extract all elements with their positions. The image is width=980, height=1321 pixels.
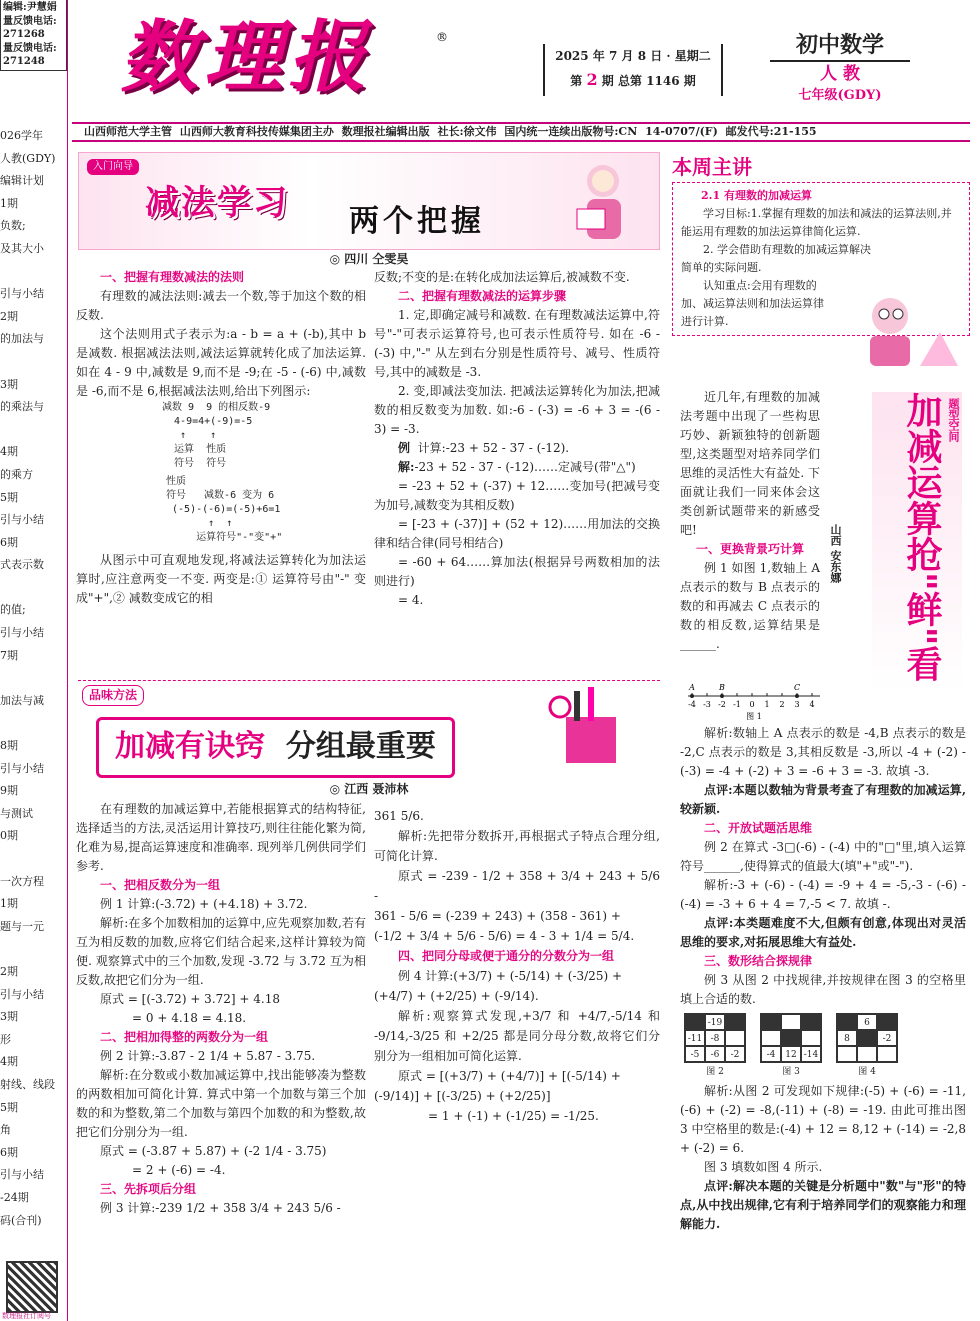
axis-tick-label: -4 [688,700,696,709]
comment: 点评:解决本题的关键是分析题中"数"与"形"的特点,从中找出规律,它有利于培养同学们的观察能力和理解能力. [680,1179,966,1231]
weekly-goal: 学习目标:1.掌握有理数的加法和减法的运算法则,并能运用有理数的加法运算律简化运算. [681,207,952,238]
plan-item [0,580,68,603]
article2-title2: 分组最重要 [285,729,436,764]
grid-cell: -8 [705,1030,725,1046]
solution-step: = [-23 + (-37)] + (52 + 12)……用加法的交换律和结合律(同号相结合) [374,517,660,550]
plan-item: 人教(GDY) [0,151,56,165]
plan-item: 题与一元 [0,919,44,933]
weekly-focus: 认知重点:会用有理数的加、减运算法则和加法运算律进行计算. [681,279,824,328]
grid-cell [877,1014,897,1030]
plan-item: 加法与减 [0,693,44,707]
article3-title-panel [872,392,962,692]
article1-column2 [374,268,660,610]
article3-tag: 题型空间 [947,398,960,442]
equation: 361 5/6. [374,809,424,823]
article1-title2: 两个把握 [349,204,485,239]
plan-item: 0期 [0,829,18,843]
subject-block [770,30,910,106]
fig-caption: 图 2 [706,1067,724,1077]
grid-cell: -11 [685,1030,705,1046]
plan-item: 2期 [0,309,18,323]
fig-caption: 图 4 [858,1067,876,1077]
article2-column2 [374,806,660,1126]
editor-line: 量反馈电话: [3,42,57,54]
article1-banner [78,152,660,250]
example: (+4/7) + (+2/25) + (-9/14). [374,989,539,1003]
solution-step: -23 + 52 - 37 - (-12)……定减号(带"△") [414,460,636,474]
axis-point-label: B [719,683,725,692]
axis-point-label: A [689,683,695,692]
plan-item [0,264,68,287]
plan-item: 6期 [0,1145,18,1159]
plan-item: 射线、线段 [0,1077,55,1091]
issue-number [545,68,721,93]
article1-column1 [76,268,366,608]
publisher-bar: 山西师范大学主管 山西师大教育科技传媒集团主办 数理报社编辑出版 社长:徐文伟 国内统一连续出版物号:CN 14-0707/(F) 邮发代号:21-155 [72,122,970,142]
plan-item: 引与小结 [0,1168,44,1182]
article2-tag: 品味方法 [82,685,144,706]
subject: 初中数学 [770,30,910,62]
grid-cell [801,1014,821,1030]
edition-plan-list [0,128,68,1235]
paragraph: 这个法则用式子表示为:a - b = a + (-b),其中 b 是减数. 根据减法法则,减法运算就转化成了加法运算. 如在 4 - 9 中,减数是 9,而不是 -9;在 -5 - (-6) 中,减数是 -6,而不是 6,根据减法法则,给出下列图示: [76,327,366,398]
example: 例 2 计算:-3.87 - 2 1/4 + 5.87 - 3.75. [100,1049,316,1063]
equation: = 0 + 4.18 = 4.18. [132,1011,247,1025]
plan-item: 5期 [0,490,18,504]
axis-tick-label: 3 [794,700,800,709]
plan-item: -24期 [0,1190,29,1204]
section-heading: 二、开放试题活思维 [704,821,813,835]
grid-cell [877,1046,897,1062]
equation: 原式 = (-3.87 + 5.87) + (-2 1/4 - 3.75) [100,1144,327,1158]
plan-item: 3期 [0,1010,18,1024]
axis-tick-label: 1 [764,700,770,709]
figure-2 [684,1013,746,1082]
section-heading: 二、把握有理数减法的运算步骤 [398,289,567,303]
axis-tick-label: 0 [749,700,755,709]
plan-item: 引与小结 [0,987,44,1001]
section-heading: 一、把相反数分为一组 [100,878,221,892]
figure-4 [836,1013,898,1082]
section-heading: 三、先拆项后分组 [100,1182,197,1196]
grid-cell: -6 [705,1046,725,1062]
figure-3 [760,1013,822,1082]
equation: 原式 = -239 - 1/2 + 358 + 3/4 + 243 + 5/6 - [374,869,660,903]
article3-body [680,724,966,1234]
qr-code[interactable] [6,1261,58,1313]
plan-item: 3期 [0,377,18,391]
example: 例 4 计算:(+3/7) + (-5/14) + (-3/25) + [398,969,623,983]
grid-cell: 8 [837,1030,857,1046]
edition: 人 教 [820,64,860,84]
article1-author: ◎ 四川 仝雯昊 [329,252,409,266]
solution-label: 解: [398,460,415,474]
weekly-title: 本周主讲 [672,155,752,179]
equation: (-1/2 + 3/4 + 5/6 - 5/6) = 4 - 3 + 1/4 = 5/4. [374,929,635,943]
plan-item: 角 [0,1123,11,1137]
fig-caption: 图 3 [782,1067,800,1077]
weekly-topic: 2.1 有理数的加减运算 [701,189,812,202]
issue-info [543,44,723,96]
plan-item: 1期 [0,897,18,911]
plan-item: 一次方程 [0,874,44,888]
paragraph: 1. 定,即确定减号和减数. 在有理数减法运算中,符号"-"可表示运算符号,也可表示性质符号. 如在 -6 - (-3) 中,"-" 从左到右分别是性质符号、减号、性质符号,其中的减数是 -3. [374,308,660,379]
plan-item [0,715,68,738]
axis-point [795,694,799,698]
article2-title1: 加减有诀窍 [115,729,265,764]
grade: 七年级(GDY) [798,88,882,103]
weekly-lecture [672,152,970,336]
article2-author: ◎ 江西 聂沛林 [329,782,409,796]
plan-item: 9期 [0,784,18,798]
left-sidebar [0,0,68,1321]
plan-item: 2期 [0,964,18,978]
grid-2 [684,1013,746,1063]
article3-title: 加减运算抢"鲜"看 [901,392,943,682]
plan-item: 形 [0,1032,11,1046]
issue-post: 期 总第 1146 期 [601,74,696,88]
plan-item: 的乘法与 [0,400,44,414]
editor-line: 271268 [3,29,45,40]
analysis: 解析:在分数或小数加减运算中,找出能够凑为整数的两数相加可简化计算. 算式中第一个加数与第三个加数的和为整数,第二个加数与第四个加数的和为整数,故把它们分别分为一组. [76,1068,366,1139]
grid-cell: -14 [801,1046,821,1062]
plan-item: 4期 [0,1055,18,1069]
grid-cell [801,1030,821,1046]
axis-point [690,694,694,698]
newspaper-logo: 数理报 [120,12,373,103]
qr-label: 数理报社订阅号 [2,1311,51,1320]
grid-4 [836,1013,898,1063]
plan-item [0,354,68,377]
analysis: 解析:数轴上 A 点表示的数是 -4,B 点表示的数是 -2,C 点表示的数是 3,其相反数是 -3,所以 -4 + (-2) - (-3) = -4 + (-2) + 3 = -6 + 3 = -3. 故填 -3. [680,726,966,778]
paragraph: 反数;不变的是:在转化成加法运算后,被减数不变. [374,270,630,284]
solution-step: = -23 + 52 + (-37) + 12……变加号(把减号变为加号,减数变为其相反数) [374,479,660,512]
paragraph: 在有理数的加减运算中,若能根据算式的结构特征,选择适当的方法,灵活运用计算技巧,则往往能化繁为简,化难为易,提高运算速度和准确率. 现列举几例供同学们参考. [76,802,366,873]
paragraph: 2. 变,即减法变加法. 把减法运算转化为加法,把减数的相反数变为加数. 如:-6 - (-3) = -6 + 3 = -(6 - 3) = -3. [374,384,660,436]
editor-line: 编辑:尹慧娟 [3,2,57,13]
grid-figures [684,1013,966,1082]
girl-reading-illustration [553,155,653,249]
example-text: 计算:-23 + 52 - 37 - (-12). [417,441,570,455]
example: 例 1 如图 1,数轴上 A 点表示的数与 B 点表示的数的和再减去 C 点表示的数的相反数,运算结果是______. [680,561,820,651]
grid-cell [857,1030,877,1046]
article2-column1 [76,800,366,1218]
editor-info [0,0,67,71]
plan-item: 026学年 [0,129,43,142]
axis-point-label: C [793,683,801,692]
example: 例 3 计算:-239 1/2 + 358 3/4 + 243 5/6 - [100,1201,341,1215]
paragraph: 图 3 填数如图 4 所示. [704,1160,823,1174]
plan-item: 1期 [0,196,18,210]
plan-item: 负数; [0,219,26,233]
plan-item: 的值; [0,603,26,617]
analysis: 解析:在多个加数相加的运算中,应先观察加数,若有互为相反数的加数,应将它们结合起来,这样计算较为简便. 观察算式中的三个加数,发现 -3.72 与 3.72 互为相反数,故把它们分为一组. [76,916,366,987]
plan-item: 6期 [0,535,18,549]
plan-item: 与测试 [0,806,33,820]
comment: 点评:本类题难度不大,但颇有创意,体现出对灵活思维的要求,对拓展思维大有益处. [680,916,966,949]
section-heading: 一、把握有理数减法的法则 [100,270,245,284]
section-heading: 三、数形结合探规律 [704,954,813,968]
grid-cell [837,1014,857,1030]
plan-item: 8期 [0,739,18,753]
grid-cell: -5 [685,1046,705,1062]
grid-cell [857,1046,877,1062]
grid-cell: -19 [705,1014,725,1030]
solution-step: = -60 + 64……算加法(根据异号两数相加的法则进行) [374,555,660,588]
grid-cell [781,1014,801,1030]
section-heading: 一、更换背景巧计算 [696,542,805,556]
grid-cell [837,1046,857,1062]
grid-3 [760,1013,822,1063]
axis-tick-label: -1 [733,700,741,709]
plan-item [0,941,68,964]
example: 例 3 从图 2 中找规律,并按规律在图 3 的空格里填上合适的数. [680,973,966,1006]
paragraph: 从图示中可直观地发现,将减法运算转化为加法运算时,应注意两变一不变. 两变是:① 运算符号由"-" 变成"+",② 减数变成它的相 [76,553,366,605]
issue-pre: 第 [570,74,583,88]
subtraction-diagram-1: 减数 9 9 的相反数-9 4-9=4+(-9)=-5 ↑ ↑ 运算 性质 符号 符号 [162,402,271,469]
axis-tick-label: 2 [779,700,785,709]
subtraction-diagram-2: 性质 符号 减数-6 变为 6 (-5)-(-6)=(-5)+6=1 ↑ ↑ 运算符号"-"变"+" [166,476,283,543]
analysis: 解析:-3 + (-6) - (-4) = -9 + 4 = -5,-3 - (-6) - (-4) = -3 + 6 + 4 = 7,-5 < 7. 故填 -. [680,878,966,911]
grid-cell [725,1030,745,1046]
plan-item: 引与小结 [0,287,44,301]
equation: 原式 = [(-3.72) + 3.72] + 4.18 [100,992,280,1006]
grid-cell [781,1030,801,1046]
plan-item: 4期 [0,445,18,459]
paragraph: 近几年,有理数的加减法考题中出现了一些构思巧妙、新颖独特的创新题型,这类题型对培养同学们思维的灵活性大有益处. 下面就让我们一同来体会这类创新试题带来的新感受吧! [680,390,820,537]
fig-caption: 图 1 [746,712,762,721]
editor-line: 271248 [3,56,45,67]
axis-tick-label: -2 [718,700,726,709]
equation: = 1 + (-1) + (-1/25) = -1/25. [428,1109,599,1123]
weekly-goal: 2. 学会借助有理数的加减运算解决简单的实际问题. [681,243,871,274]
issue-date: 2025 年 7 月 8 日 · 星期二 [555,49,711,63]
axis-tick-label: -3 [703,700,711,709]
plan-item: 7期 [0,648,18,662]
article1-title1: 减法学习 [145,183,289,223]
plan-item [0,422,68,445]
plan-item: 5期 [0,1100,18,1114]
grid-cell: -2 [877,1030,897,1046]
grid-cell: -4 [761,1046,781,1062]
plan-item [0,851,68,874]
axis-point [720,694,724,698]
paragraph: 有理数的减法法则:减去一个数,等于加这个数的相反数. [76,289,366,322]
plan-item [0,670,68,693]
article3-intro [680,388,820,654]
pencil-cup-illustration [546,687,636,767]
issue-no: 2 [586,70,598,89]
grid-cell [761,1014,781,1030]
registered-mark: ® [436,30,448,44]
article2-title-box [96,717,455,778]
equation: 361 - 5/6 = (-239 + 243) + (358 - 361) + [374,909,621,923]
plan-item: 的加法与 [0,332,44,346]
article1-tag: 入门向导 [87,159,139,175]
equation: = 2 + (-6) = -4. [132,1163,226,1177]
grid-cell: 6 [857,1014,877,1030]
example-label: 例 [398,441,411,455]
section-heading: 二、把相加得整的两数分为一组 [100,1030,269,1044]
example: 例 2 在算式 -3□(-6) - (-4) 中的"□"里,填入运算符号______,使得算式的值最大(填"+"或"-"). [680,840,966,873]
example: 例 1 计算:(-3.72) + (+4.18) + 3.72. [100,897,308,911]
cartoon-kid-illustration [850,292,960,372]
number-line-figure [684,680,834,722]
plan-item: 式表示数 [0,558,44,572]
axis-tick-label: 4 [809,700,815,709]
analysis: 解析:观察算式发现,+3/7 和 +4/7,-5/14 和 -9/14,-3/25 和 +2/25 都是同分母分数,故将它们分别分为一组相加可简化运算. [374,1009,660,1063]
grid-cell: -2 [725,1046,745,1062]
plan-item: 码(合刊) [0,1213,42,1227]
article3-author: 山西 安东娜 [829,524,842,583]
grid-cell: 12 [781,1046,801,1062]
solution-step: = 4. [398,593,424,607]
grid-cell [725,1014,745,1030]
section-heading: 四、把同分母或便于通分的分数分为一组 [398,949,615,963]
plan-item: 引与小结 [0,626,44,640]
plan-item: 引与小结 [0,761,44,775]
plan-item: 的乘方 [0,467,33,481]
analysis: 解析:从图 2 可发现如下规律:(-5) + (-6) = -11,(-6) + (-2) = -8,(-11) + (-8) = -19. 由此可推出图 3 中空格里的数是:(-4) + 12 = 8,12 + (-14) = -2,8 + (-2) = 6. [680,1084,966,1155]
plan-item: 编辑计划 [0,174,44,188]
grid-cell [761,1030,781,1046]
equation: 原式 = [(+3/7) + (+4/7)] + [(-5/14) + [398,1069,621,1083]
plan-item: 引与小结 [0,513,44,527]
analysis: 解析:先把带分数拆开,再根据式子特点合理分组,可简化计算. [374,829,660,863]
grid-cell [685,1014,705,1030]
article2-banner [78,680,660,780]
equation: (-9/14)] + [(-3/25) + (+2/25)] [374,1089,551,1103]
editor-line: 量反馈电话: [3,15,57,27]
plan-item: 及其大小 [0,241,44,255]
comment: 点评:本题以数轴为背景考查了有理数的加减运算,较新颖. [680,783,966,816]
